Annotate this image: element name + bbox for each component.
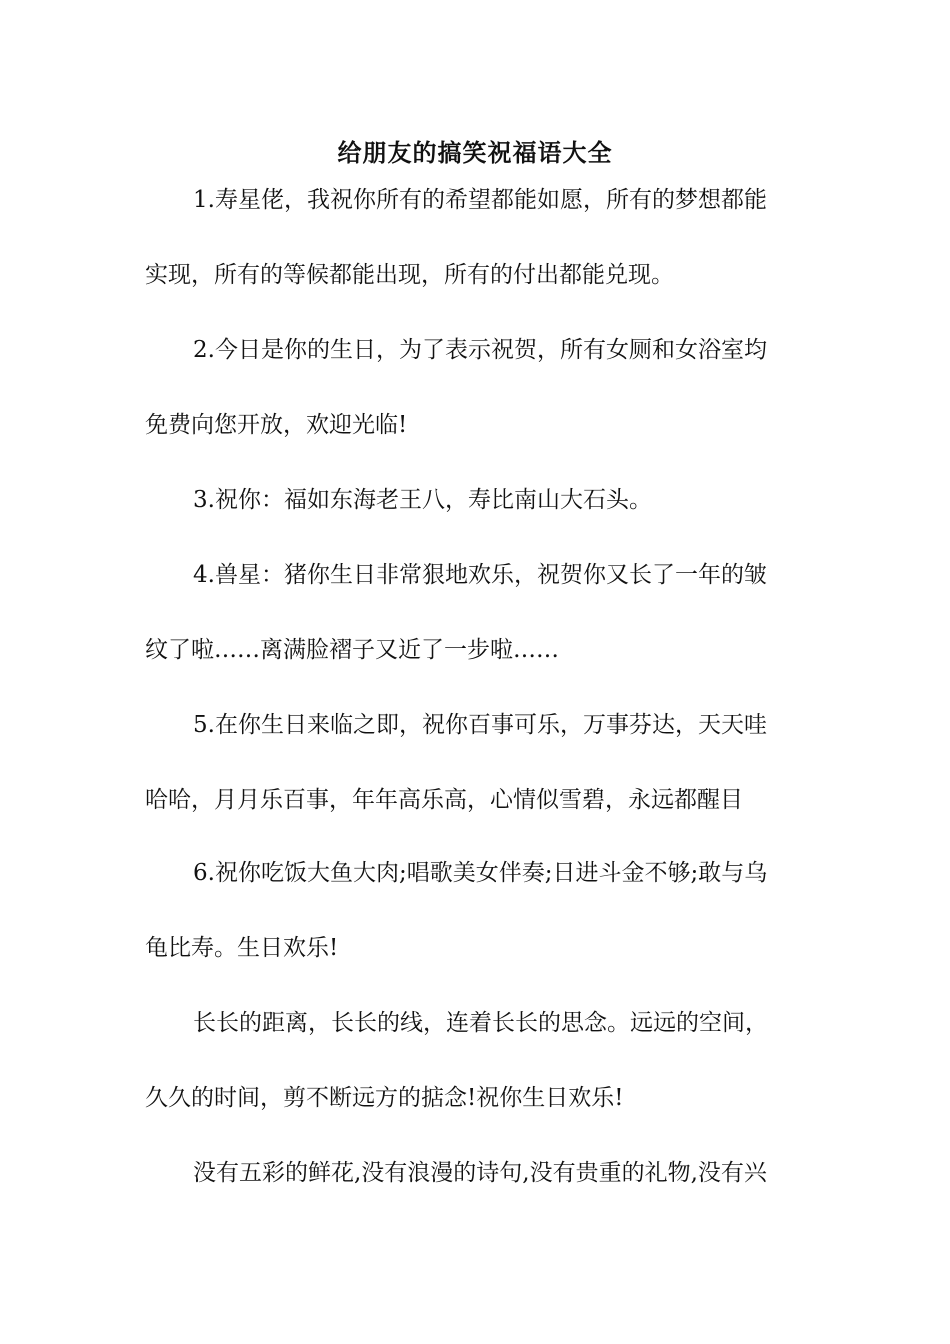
paragraph-1-line-1: 1.寿星佬，我祝你所有的希望都能如愿，所有的梦想都能 — [193, 187, 767, 213]
paragraph-7-line-2: 久久的时间，剪不断远方的掂念!祝你生日欢乐! — [145, 1085, 624, 1111]
paragraph-4-line-1: 4.兽星：猪你生日非常狠地欢乐，祝贺你又长了一年的皱 — [193, 562, 767, 588]
paragraph-7-line-1: 长长的距离，长长的线，连着长长的思念。远远的空间， — [193, 1010, 768, 1036]
document-title: 给朋友的搞笑祝福语大全 — [337, 138, 613, 167]
paragraph-5-line-1: 5.在你生日来临之即，祝你百事可乐，万事芬达，天天哇 — [193, 712, 767, 738]
paragraph-6-line-1: 6.祝你吃饭大鱼大肉;唱歌美女伴奏;日进斗金不够;敢与乌 — [193, 860, 768, 886]
paragraph-2-line-1: 2.今日是你的生日，为了表示祝贺，所有女厕和女浴室均 — [193, 337, 767, 363]
paragraph-4-line-2: 纹了啦……离满脸褶子又近了一步啦…… — [145, 637, 559, 663]
paragraph-2-line-2: 免费向您开放，欢迎光临! — [145, 412, 408, 438]
paragraph-8-line-1: 没有五彩的鲜花,没有浪漫的诗句,没有贵重的礼物,没有兴 — [193, 1160, 767, 1186]
paragraph-3-line-1: 3.祝你：福如东海老王八，寿比南山大石头。 — [193, 487, 652, 513]
paragraph-6-line-2: 龟比寿。生日欢乐! — [145, 935, 339, 961]
paragraph-5-line-2: 哈哈，月月乐百事，年年高乐高，心情似雪碧，永远都醒目 — [145, 787, 743, 813]
paragraph-1-line-2: 实现，所有的等候都能出现，所有的付出都能兑现。 — [145, 262, 674, 288]
